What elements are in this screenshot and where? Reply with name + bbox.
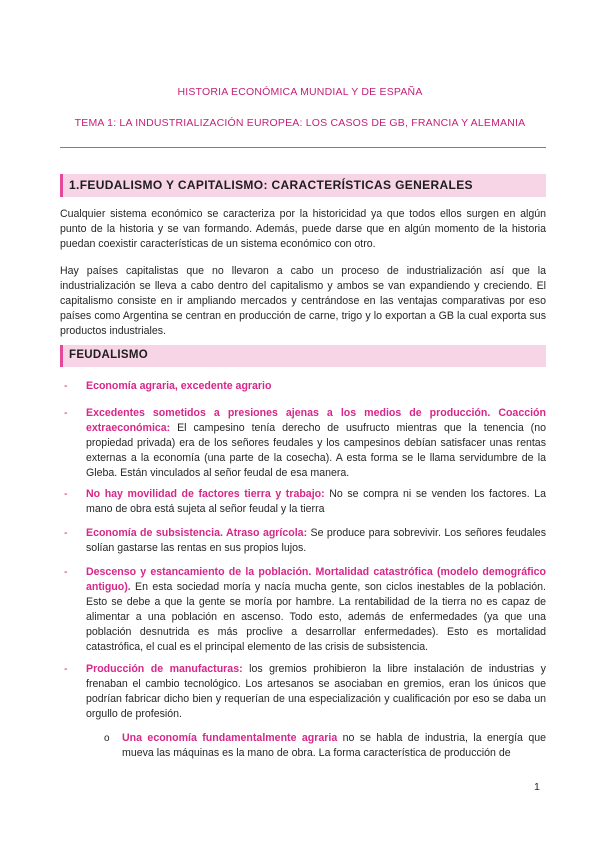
dash-bullet: - [64,527,68,539]
dash-bullet: - [64,488,68,500]
highlight-text: Producción de manufacturas: [86,663,243,675]
list-item-text [86,526,546,556]
subsection-heading: FEUDALISMO [69,349,149,361]
list-item-text [86,662,546,722]
body-text: No se compra ni se venden los factores. La mano de obra está sujeta al señor feudal y la tierra [86,488,547,515]
document-title: HISTORIA ECONÓMICA MUNDIAL Y DE ESPAÑA [177,86,423,98]
page-number: 1 [534,781,540,793]
list-item-text [86,406,546,481]
highlight-text: Economía agraria, excedente agrario [86,380,272,392]
paragraph: Cualquier sistema económico se caracteriza por la historicidad ya que todos ellos surgen en algún punto de la historia y se van formando. Además, puede darse que en algún momento de la historia puedan coexistir características de un sistema económico con otro. [60,208,546,250]
highlight-text: Una economía fundamentalmente agraria [122,732,338,744]
subsection-heading-bar [60,345,546,367]
body-text: El campesino tenía derecho de usufructo mientras que la tenencia (no propiedad privada) era de los señores feudales y los campesinos debían satisfacer unas rentas externas a la economía (una parte de la cosecha). A esta forma se le llama servidumbre de la Gleba. Están vinculados al señor feudal de esa manera. [86,422,546,479]
body-text: En esta sociedad moría y nacía mucha gente, son ciclos inestables de la población. Esto se debe a que la gente se moría por hambre. La rentabilidad de la tierra no es capaz de alimentar a una población en ascenso. Todo esto, además de enfermedades (ya que una población desnutrida es más proclive a desarrollar enfermedades). Esto es mortalidad catastrófica, el cual es el principal elemento de las crisis de subsistencia. [86,581,546,653]
highlight-text: Descenso y estancamiento de la población. Mortalidad catastrófica (modelo demográfico antiguo). [86,566,546,593]
dash-bullet: - [64,407,68,419]
list-item-text [86,379,546,394]
highlight-text: Excedentes sometidos a presiones ajenas a los medios de producción. Coacción extraeconómica: [86,407,546,434]
dash-bullet: - [64,566,68,578]
highlight-text: Economía de subsistencia. Atraso agrícola: [86,527,308,539]
dash-bullet: - [64,380,68,392]
body-text: los gremios prohibieron la libre instalación de industrias y frenaban el cambio tecnológico. Los artesanos se asociaban en gremios, eran los únicos que podrían fabricar dicho bien y requerían de una especialización y cualificación por eso se daba un orgullo de profesión. [86,663,546,720]
dash-bullet: - [64,663,68,675]
header-divider [60,147,546,148]
list-item-text [86,487,546,517]
body-text: Se produce para sobrevivir. Los señores feudales solían gastarse las rentas en sus propios lujos. [86,527,546,554]
highlight-text: No hay movilidad de factores tierra y trabajo: [86,488,325,500]
section-heading-bar [60,174,546,197]
document-subtitle: TEMA 1: LA INDUSTRIALIZACIÓN EUROPEA: LOS CASOS DE GB, FRANCIA Y ALEMANIA [74,117,526,129]
sub-list-item-text [122,731,546,761]
circle-bullet: o [104,733,110,744]
paragraph: Hay países capitalistas que no llevaron a cabo un proceso de industrialización así que la industrialización se lleva a cabo dentro del capitalismo y ambos se van expandiendo y creciendo. El capitalismo consiste en ir ampliando mercados y centrándose en las ventajas comparativas por eso países como Argentina se centran en producción de carne, trigo y lo exportan a GB la cual exporta sus productos industriales. [60,265,546,337]
list-item-text [86,565,546,655]
body-text: no se habla de industria, la energía que mueva las máquinas es la mano de obra. La forma característica de producción de [122,732,547,759]
section-heading: 1.FEUDALISMO Y CAPITALISMO: CARACTERÍSTICAS GENERALES [69,178,473,192]
